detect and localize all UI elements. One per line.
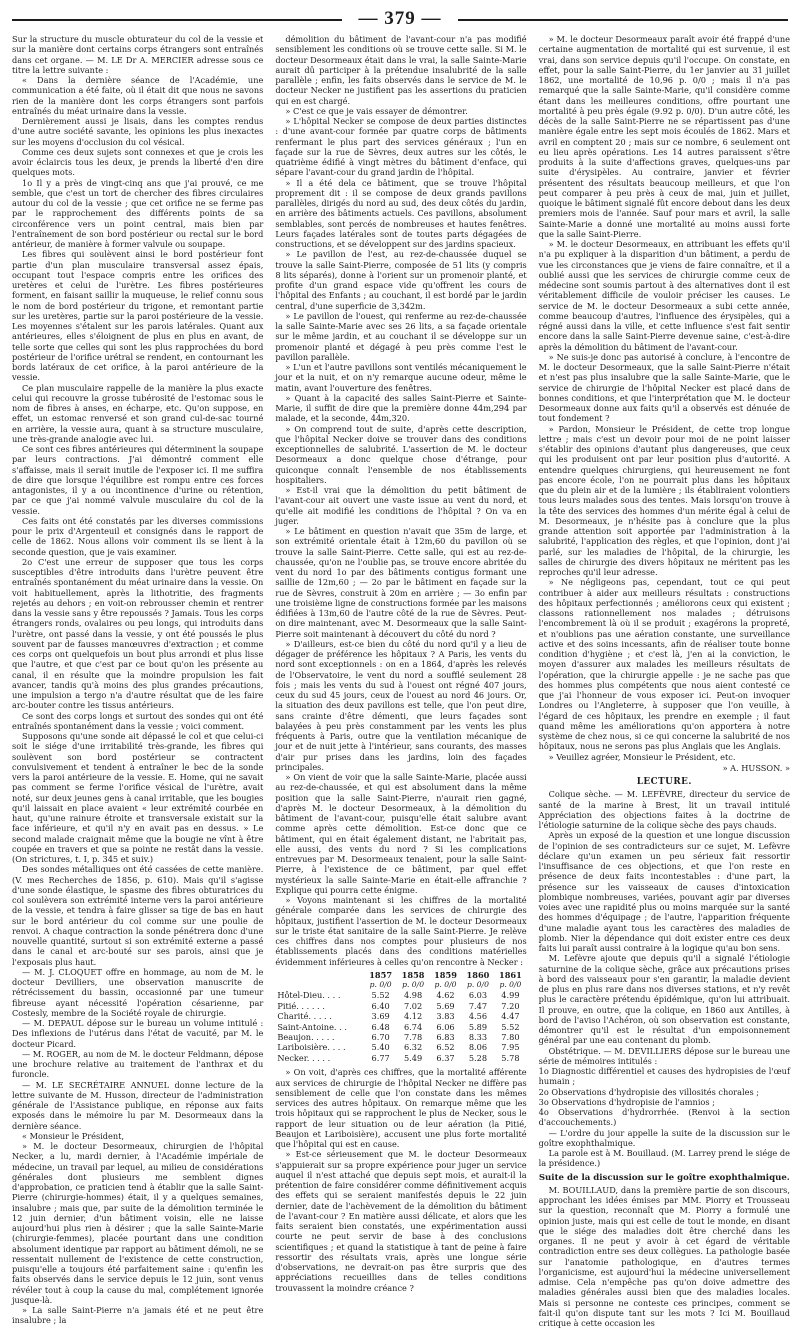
- table-row: [275, 1042, 526, 1052]
- mortality-cell: 4.47: [501, 1011, 520, 1022]
- paragraph: Sur la structure du muscle obturateur du col de la vessie et sur la manière dont certains corps étrangers sont entraînés dans cet organe. — M. LE Dr A. MERCIER adresse sous ce titre la lettre suivante :: [12, 34, 264, 75]
- paragraph: » M. le docteur Desormeaux paraît avoir été frappé d'une certaine augmentation de mortalité qui est survenue, il est vrai, dans son service depuis qu'il l'occupe. On constate, en effet, pour la salle Saint-Pierre, du 1er janvier au 31 juillet 1862, une mortalité de 10,96 p. 0/0 ; mais il n'a pas remarqué que la salle Sainte-Marie, qu'il considère comme étant dans les meilleures conditions, offre pourtant une mortalité à peu près égale (9.92 p. 0/0). D'un autre côté, les décès de la salle Saint-Pierre ne se répartissent pas d'une manière égale entre les sept mois écoulés de 1862. Mars et avril en comptent 20 ; mais sur ce nombre, 6 seulement ont eu lieu après opérations. Les 14 autres paraissent s'être produits à la suite d'affections graves, quelques-uns par suite d'érysipèles. Au contraire, janvier et février présentent des résultats beaucoup meilleurs, et que l'on peut comparer à peu près à ceux de mai, juin et juillet, quoique le bâtiment signalé fût encore debout dans les deux premiers mois de l'année. Sauf pour mars et avril, la salle Sainte-Marie a donné une mortalité au moins aussi forte que la salle Saint-Pierre.: [538, 34, 790, 239]
- paragraph: » On vient de voir que la salle Sainte-Marie, placée aussi au rez-de-chaussée, et qui est absolument dans la même position que la salle Saint-Pierre, n'aurait rien gagné, d'après M. le docteur Desormeaux, à la démolition du bâtiment de l'avant-cour, puisqu'elle était salubre avant comme après cette démolition. Est-ce donc que ce bâtiment, qui en était également distant, ne l'abritait pas, elle aussi, des vents du nord ? Si les complications entrevues par M. Desormeaux tenaient, pour la salle Saint-Pierre, à l'existence de ce bâtiment, par quel effet mystérieux la salle Sainte-Marie en était-elle affranchie ? Explique qui pourra cette énigme.: [275, 772, 527, 895]
- mortality-cell: 5.52: [371, 990, 390, 1001]
- paragraph: » Voyons maintenant si les chiffres de la mortalité générale comparée dans les services de chirurgie des hôpitaux, justifient l'assertion de M. le docteur Desormeaux sur le triste état sanitaire de la salle Saint-Pierre. Je relève ces chiffres dans nos comptes pour plusieurs de nos établissements placés dans des conditions matérielles évidemment inférieures à celles qu'on rencontre à Necker :: [275, 895, 527, 967]
- hospital-name-cell: Charité. . . . .: [277, 1011, 332, 1022]
- unit-cell: p. 0/0: [369, 980, 392, 989]
- paragraph: » Ne négligeons pas, cependant, tout ce qui peut contribuer à aider aux meilleurs résultats : constructions des hôpitaux perfectionnés ; améliorons ceux qui existent ; classons rationnellement nos malades ; détruisons l'encombrement là où il se produit ; exagérons la propreté, et n'oublions pas une aération constante, une surveillance active et des soins incessants, afin de réaliser toute bonne condition d'hygiène ; et c'est là, j'en ai la conviction, le moyen d'assurer aux malades les meilleurs résultats de l'opération, que la chirurgie appelle : je ne sache pas que des hommes plus compétents que nous aient contesté ce que j'ai l'honneur de vous exposer ici. Peut-on invoquer Londres ou l'Angleterre, à supposer que l'on veuille, à l'égard de ces hôpitaux, les prendre en exemple ; il faut quand même les améliorations qu'on apportera à notre système de chez nous, si ce qui concerne la salubrité de nos hôpitaux, nous ne serons pas plus Anglais que les Anglais.: [538, 577, 790, 752]
- mortality-cell: 5.78: [501, 1052, 520, 1063]
- table-header-row: [275, 970, 526, 980]
- paragraph: » Est-ce sérieusement que M. le docteur Desormeaux s'appuierait sur sa propre expérience pour juger un service auquel il n'est attaché que depuis sept mois, et aurait-il la prétention de faire considérer comme définitivement acquis des effets qui se seraient manifestés depuis le 22 juin dernier, date de l'achèvement de la démolition du bâtiment de l'avant-cour ? En matière aussi délicate, et alors que les faits seraient bien constatés, une expérimentation aussi courte ne peut servir de base à des conclusions scientifiques ; et quand la statistique à tant de peine à faire ressortir des résultats vrais, après une longue série d'observations, ne devrait-on pas être surpris que des appréciations recueillies dans de telles conditions trouvassent la moindre créance ?: [275, 1149, 527, 1293]
- paragraph: » M. le docteur Desormeaux, chirurgien de l'hôpital Necker, a lu, mardi dernier, à l'Académie impériale de médecine, un travail par lequel, au milieu de considérations générales dont plusieurs me semblent dignes d'approbation, ce praticien tend à établir que la salle Saint-Pierre (chirurgie-hommes) était, il y a quelques semaines, insalubre ; mais que, par suite de la démolition terminée le 12 juin dernier, d'un bâtiment voisin, elle ne laisse aujourd'hui plus rien à désirer ; que la salle Sainte-Marie (chirurgie-femmes), placée pourtant dans une condition absolument identique par rapport au bâtiment démoli, ne se ressentait nullement de l'existence de cette construction, puisqu'elle a toujours été parfaitement saine : qu'enfin les faits observés dans le service depuis le 12 juin, sont venus révéler tout à coup la cause du mal, complétement ignorée jusque-là.: [12, 1141, 264, 1305]
- unit-cell: p. 0/0: [434, 980, 457, 989]
- mortality-cell: 8.06: [468, 1042, 488, 1053]
- paragraph: — M. LE SECRÉTAIRE ANNUEL donne lecture de la lettre suivante de M. Husson, directeur de l'administration générale de l'Assistance publique, en réponse aux faits exposés dans le mémoire lu par M. Desormeaux dans la dernière séance.: [12, 1079, 264, 1131]
- paragraph: Ce sont des corps longs et surtout des sondes qui ont été entraînés spontanément dans la vessie ; voici comment.: [12, 710, 264, 731]
- page-header: [0, 0, 800, 34]
- paragraph: Des sondes métalliques ont été cassées de cette manière. (V. mes Recherches de 1856, p. 610). Mais qu'il s'agisse d'une sonde élastique, le spasme des fibres obturatrices du col soulèvera son extrémité interne vers la paroi antérieure de la vessie, et tendra à faire glisser sa tige de bas en haut sur le bord antérieur du col comme sur une poulie de renvoi. A chaque contraction la sonde pénétrera donc d'une nouvelle quantité, surtout si son extrémité externe a passé dans le canal et arc-bouté sur ses parois, ainsi que je l'exposais plus haut.: [12, 864, 264, 967]
- column-header: 1861: [499, 969, 522, 980]
- mortality-cell: 6.52: [436, 1042, 455, 1053]
- column-header: 1859: [434, 969, 457, 980]
- paragraph: Ce plan musculaire rappelle de la manière la plus exacte celui qui recouvre la grosse tubérosité de l'estomac sous le nom de fibres à anses, en écharpe, etc. Qu'on suppose, en effet, un estomac renversé et son grand cul-de-sac tourné en arrière, la vessie aura, quant à sa structure musculaire, une très-grande analogie avec lui.: [12, 382, 264, 444]
- unit-cell: p. 0/0: [402, 980, 425, 989]
- paragraph: » Est-il vrai que la démolition du petit bâtiment de l'avant-cour ait ouvert une vaste issue au vent du nord, et qu'elle ait modifié les conditions de l'hôpital ? On va en juger.: [275, 485, 527, 526]
- column-header: [275, 970, 364, 980]
- column-2-bottom: [275, 1067, 526, 1293]
- mortality-cell: 7.02: [403, 1000, 423, 1011]
- paragraph: » On voit, d'après ces chiffres, que la mortalité afférente aux services de chirurgie de l'hôpital Necker ne diffère pas sensiblement de celle que l'on constate dans les mêmes services des autres hôpitaux. On remarque même que les trois hôpitaux qui se rapprochent le plus de Necker, sous le rapport de leur situation ou de leur aération (la Pitié, Beaujon et Lariboisière), accusent une plus forte mortalité que l'hôpital qui est en cause.: [275, 1067, 527, 1149]
- column-header: 1860: [466, 969, 490, 980]
- paragraph: » Le pavillon de l'ouest, qui renferme au rez-de-chaussée la salle Sainte-Marie avec ses 26 lits, a sa façade orientale sur le même jardin, et au couchant il se développe sur un promenoir planté et dégagé à peu près comme l'est le pavillon parallèle.: [275, 310, 527, 362]
- mortality-cell: 4.98: [403, 990, 423, 1001]
- paragraph: La parole est à M. Bouillaud. (M. Larrey prend le siége de la présidence.): [538, 1148, 790, 1169]
- column-2: [275, 34, 527, 1293]
- paragraph: démolition du bâtiment de l'avant-cour n'a pas modifié sensiblement les conditions où se trouve cette salle. Si M. le docteur Desormeaux était dans le vrai, la salle Sainte-Marie aurait dû participer à la prétendue insalubrité de la salle parallèle ; enfin, les faits observés dans le service de M. le docteur Necker ne justifient pas les assertions du praticien qui en est chargé.: [275, 34, 527, 106]
- paragraph: Dernièrement aussi je lisais, dans les comptes rendus d'une autre société savante, les opinions les plus inexactes sur les moyens d'occlusion du col vésical.: [12, 116, 264, 147]
- paragraph: « Monsieur le Président,: [22, 1130, 125, 1141]
- paragraph: » Quant à la capacité des salles Saint-Pierre et Sainte-Marie, il suffit de dire que la première donne 44m,294 par malade, et la seconde, 44m,320.: [275, 392, 527, 424]
- page-number: — 379 —: [358, 8, 442, 29]
- mortality-cell: 4.62: [436, 990, 455, 1001]
- mortality-cell: 6.48: [371, 1021, 390, 1032]
- hospital-name-cell: Pitié. . . . . .: [277, 1000, 325, 1011]
- table-row: [275, 1053, 526, 1063]
- paragraph: 1o Il y a près de vingt-cinq ans que j'ai prouvé, ce me semble, que c'est un tort de chercher des fibres circulaires autour du col de la vessie ; que cet orifice ne se ferme pas par le rapprochement des différents points de sa circonférence vers un point central, mais bien par l'entraînement de son bord postérieur ou rectal sur le bord antérieur, de manière à former valvule ou soupape.: [12, 177, 264, 249]
- table-row: [275, 1001, 526, 1011]
- table-row: [275, 1011, 526, 1021]
- page-columns: [12, 34, 790, 1328]
- table-row: [275, 990, 526, 1000]
- mortality-cell: 4.99: [501, 990, 520, 1001]
- mortality-cell: 6.83: [436, 1032, 455, 1043]
- mortality-cell: 7.78: [403, 1032, 423, 1043]
- paragraph: Ce sont ces fibres antérieures qui déterminent la soupape par leurs contractions. J'ai démontré comment elle s'affaisse, mais il serait inutile de l'exposer ici. Il me suffira de dire que lorsque l'équilibre est rompu entre ces forces antagonistes, il y a ou incontinence d'urine ou rétention, par ce que j'ai nommé valvule musculaire du col de la vessie.: [12, 444, 264, 516]
- table-row: [275, 1022, 526, 1032]
- column-2-top: [275, 34, 526, 967]
- mortality-cell: 7.20: [501, 1000, 520, 1011]
- paragraph: » Le pavillon de l'est, au rez-de-chaussée duquel se trouve la salle Saint-Pierre, composée de 51 lits (y compris 8 lits séparés), donne à l'orient sur un promenoir planté, et profite d'un grand espace vide qu'offrent les cours de l'hôpital des Enfants ; au couchant, il est bordé par le jardin central, d'une superficie de 3,342m.: [275, 249, 527, 311]
- paragraph: » Le bâtiment en question n'avait que 35m de large, et son extrémité orientale était à 12m,60 du pavillon où se trouve la salle Saint-Pierre. Cette salle, qui est au rez-de-chaussée, qu'on ne l'oublie pas, se trouve encore abritée du vent du nord 1o par des bâtiments contigus formant une saillie de 12m,60 ; — 2o par le bâtiment en façade sur la rue de Sèvres, construit à 20m en arrière ; — 3o enfin par une troisième ligne de constructions formée par les maisons édifiées à 13m,60 de l'autre côté de la rue de Sèvres. Peut-on dire maintenant, avec M. Desormeaux que la salle Saint-Pierre soit maintenant à découvert du côté du nord ?: [275, 526, 527, 639]
- header-rule-right: [458, 19, 788, 21]
- paragraph: M. BOUILLAUD, dans la première partie de son discours, approchant les idées émises par MM. Piorry et Trousseau sur la question, reconnaît que M. Piorry a formulé une opinion juste, mais qui est celle de tout le monde, en disant que le siége des maladies doit être cherché dans les organes. Il ne peut y avoir à cet égard de véritable contradiction entre ses deux collègues. La pathologie basée sur l'anatomie pathologique, en d'autres termes l'organicisme, est aujourd'hui la médecine universellement admise. Cela n'empêche pas qu'on doive admettre des maladies générales aussi bien que des maladies locales. Mais si personne ne conteste ces principes, comment se fait-il qu'on dispute tant sur les mots ? Ici M. Bouillaud critique à cette occasion les: [538, 1184, 790, 1328]
- mortality-cell: 6.32: [403, 1042, 423, 1053]
- paragraph: Obstétrique. — M. DEVILLIERS dépose sur le bureau une série de mémoires intitulés :: [538, 1045, 790, 1066]
- paragraph: Supposons qu'une sonde ait dépassé le col et que celui-ci soit le siége d'une irritabilité très-grande, les fibres qui soulèvent son bord postérieur se contractent convulsivement et tendent à entraîner le bec de la sonde vers la paroi antérieure de la vessie. E. Home, qui ne savait pas comment se ferme l'orifice vésical de l'urètre, avait noté, sur deux jeunes gens à canal irritable, que les bougies qu'il laissait en place avaient « leur extrémité courbée en haut, qu'une rainure étroite et transversale existait sur la face inférieure, et qu'il n'y en avait pas en dessus. » Le second malade craignait même que la bougie ne vînt à être coupée en travers et que sa pointe ne restât dans la vessie. (On strictures, t. I, p. 345 et suiv.): [12, 731, 264, 864]
- mortality-cell: 5.40: [371, 1042, 390, 1053]
- paragraph: 4o Observations d'hydrorrhée. (Renvoi à la section d'accouchements.): [538, 1107, 790, 1128]
- mortality-cell: 4.56: [468, 1011, 488, 1022]
- paragraph: — M. ROGER, au nom de M. le docteur Feldmann, dépose une brochure relative au traitement de l'anthrax et du furoncle.: [12, 1048, 264, 1080]
- paragraph: » L'hôpital Necker se compose de deux parties distinctes : d'une avant-cour formée par quatre corps de bâtiments renfermant le plus part des services généraux ; l'un en façade sur la rue de Sèvres, deux autres sur les côtés, le quatrième édifié à vingt mètres du bâtiment d'enface, qui sépare l'avant-cour du grand jardin de l'hôpital.: [275, 116, 527, 178]
- mortality-cell: 6.70: [371, 1032, 390, 1043]
- paragraph: » Veuillez agréer, Monsieur le Président, etc.: [548, 751, 736, 762]
- unit-cell: [275, 980, 364, 990]
- mortality-cell: 6.37: [436, 1052, 455, 1063]
- mortality-cell: 5.49: [403, 1052, 423, 1063]
- paragraph: » L'un et l'autre pavillons sont ventilés mécaniquement le jour et la nuit, et on n'y remarque aucune odeur, même le matin, avant l'ouverture des fenêtres.: [275, 362, 527, 393]
- mortality-cell: 6.77: [371, 1052, 390, 1063]
- paragraph: — L'ordre du jour appelle la suite de la discussion sur le goître exophthalmique.: [538, 1127, 790, 1148]
- mortality-cell: 5.69: [436, 1000, 455, 1011]
- paragraph: Comme ces deux sujets sont connexes et que je crois les avoir éclaircis tous les deux, je prends la liberté d'en dire quelques mots.: [12, 146, 264, 178]
- hospital-name-cell: Necker. . . . .: [277, 1052, 331, 1063]
- paragraph: » C'est ce que je vais essayer de démontrer.: [285, 105, 468, 116]
- column-header: 1857: [369, 969, 393, 980]
- paragraph: Les fibres qui soulèvent ainsi le bord postérieur font partie d'un plan musculaire transversal assez épais, occupant tout l'espace compris entre les orifices des uretères et celui de l'urètre. Les fibres postérieures forment, en faisant saillir la muqueuse, le relief connu sous le nom de bord postérieur du trigone, et remontant partie sur les uretères, partie sur la paroi postérieure de la vessie. Les moyennes s'étalent sur les parois latérales. Quant aux antérieures, elles s'éloignent de plus en plus en avant, de telle sorte que celles qui sont les plus rapprochées du bord postérieur de l'orifice urétral se rendent, en contournant les bords latéraux de cet orifice, à la paroi antérieure de la vessie.: [12, 249, 264, 383]
- table-unit-row: [275, 980, 526, 990]
- mortality-cell: 3.69: [371, 1011, 390, 1022]
- paragraph: » M. le docteur Desormeaux, en attribuant les effets qu'il n'a pu expliquer à la disparition d'un bâtiment, a perdu de vue les circonstances que je viens de faire connaître, et il a oublié aussi que les services de chirurgie comme ceux de médecine sont soumis partout à des alternatives dont il est véritablement difficile de vouloir préciser les causes. Le service de M. le docteur Desormeaux a subi cette année, comme beaucoup d'autres, l'influence des érysipèles, qui a régné aussi dans la ville, et cette influence s'est fait sentir encore dans la salle Saint-Pierre devenue saine, c'est-à-dire après la démolition du bâtiment de l'avant-cour.: [538, 239, 790, 352]
- paragraph: — M. J. CLOQUET offre en hommage, au nom de M. le docteur Devilliers, une observation manuscrite de rétrécissement du bassin, occasionné par une tumeur fibreuse ayant nécessité l'opération césarienne, par Costesly, membre de la Société royale de chirurgie.: [12, 966, 264, 1018]
- hospital-name-cell: Beaujon. . . . .: [277, 1032, 335, 1043]
- mortality-cell: 3.83: [436, 1011, 455, 1022]
- mortality-cell: 6.03: [468, 990, 488, 1001]
- mortality-table: [275, 970, 526, 1064]
- paragraph: « Dans la dernière séance de l'Académie, une communication a été faite, où il était dit que nous ne savons rien de la manière dont les corps étrangers sont parfois entraînés du méat urinaire dans la vessie.: [12, 75, 264, 116]
- paragraph: — M. DEPAUL dépose sur le bureau un volume intitulé : Des inflexions de l'utérus dans l'état de vacuité, par M. le docteur Picard.: [12, 1018, 264, 1049]
- paragraph: Après un exposé de la question et une longue discussion de l'opinion de ses contradicteurs sur ce sujet, M. Lefèvre déclare qu'un examen un peu sérieux fait ressortir l'insuffisance de ces objections, et que l'on reste en présence de deux faits incontestables : d'une part, la présence sur les vaisseaux de causes d'intoxication plombique nombreuses, variées, pouvant agir par diverses voies avec une rapidité plus ou moins marquée sur la santé des hommes d'équipage ; de l'autre, l'apparition fréquente d'une maladie ayant tous les caractères des maladies de plomb. Nier la dépendance qui doit exister entre ces deux faits lui paraît aussi contraire à la logique qu'au bon sens.: [538, 830, 790, 953]
- column-3: [538, 34, 790, 1328]
- table-row: [275, 1032, 526, 1042]
- mortality-cell: 5.28: [468, 1052, 488, 1063]
- paragraph: » Il a été dela ce bâtiment, que se trouve l'hôpital proprement dit : il se compose de deux grands pavillons parallèles, dirigés du nord au sud, des deux côtés du jardin, en arrière des bâtiments actuels. Ces pavillons, absolument semblables, sont percés de nombreuses et hautes fenêtres. Leurs façades latérales sont de toutes parts dégagées de constructions, et se développent sur des jardins spacieux.: [275, 177, 527, 249]
- paragraph: » D'ailleurs, est-ce bien du côté du nord qu'il y a lieu de dégager de préférence les hôpitaux ? A Paris, les vents du nord sont exceptionnels : on en a 1864, d'après les relevés de l'Observatoire, le vent du nord a soufflé seulement 28 fois ; mais les vents du sud à l'ouest ont régné 407 jours, ceux du sud 45 jours, ceux de l'ouest au nord 46 jours. Or, la situation des deux pavillons est telle, que l'on peut dire, sans crainte d'être démenti, que leurs façades sont balayées à peu près constamment par les vents les plus fréquents à Paris, outre que la ventilation mécanique de jour et de nuit jette à l'intérieur, sans courants, des masses d'air pur prises dans les jardins, loin des façades principales.: [275, 638, 527, 772]
- hospital-name-cell: Hôtel-Dieu. . . .: [277, 990, 341, 1001]
- hospital-name-cell: Saint-Antoine. . .: [277, 1021, 347, 1032]
- paragraph: 3o Observations d'hydropisie de l'amnios ;: [538, 1096, 715, 1107]
- mortality-cell: 7.95: [501, 1042, 520, 1053]
- mortality-cell: 5.52: [501, 1021, 520, 1032]
- paragraph: 2o Observations d'hydropisie des villosités chorales ;: [538, 1086, 760, 1097]
- paragraph: » La salle Saint-Pierre n'a jamais été et ne peut être insalubre ; la: [12, 1305, 264, 1326]
- paragraph: Colique sèche. — M. LEFÈVRE, directeur du service de santé de la marine à Brest, lit un travail intitulé Appréciation des objections faites à la doctrine de l'étiologie saturnine de la colique sèche des pays chauds.: [538, 789, 790, 830]
- mortality-cell: 6.74: [403, 1021, 423, 1032]
- mortality-cell: 8.33: [468, 1032, 488, 1043]
- paragraph: » On comprend tout de suite, d'après cette description, que l'hôpital Necker doive se trouver dans des conditions exceptionnelles de salubrité. L'assertion de M. le docteur Desormeaux a donc quelque chose d'étrange, pour quiconque connaît l'ensemble de nos établissements hospitaliers.: [275, 423, 527, 485]
- unit-cell: p. 0/0: [466, 980, 489, 989]
- mortality-cell: 7.80: [501, 1032, 520, 1043]
- column-header: 1858: [401, 969, 425, 980]
- paragraph: M. Lefèvre ajoute que depuis qu'il a signalé l'étiologie saturnine de la colique sèche, grâce aux précautions prises à bord des vaisseaux pour s'en garantir, la maladie devient de plus en plus rare dans nos diverses stations, et n'y revêt plus le caractère prétendu épidémique, qu'on lui attribuait. Il prouve, en outre, que la colique, en 1860 aux Antilles, à bord de l'aviso l'Achéron, où son observation est constante, démontrer qu'il est le résultat d'un empoisonnement général par une eau contenant du plomb.: [538, 953, 790, 1046]
- signature: » A. HUSSON. »: [722, 762, 790, 773]
- paragraph: » Ne suis-je donc pas autorisé à conclure, à l'encontre de M. le docteur Desormeaux, que la salle Saint-Pierre n'était et n'est pas plus insalubre que la salle Sainte-Marie, que le service de chirurgie de l'hôpital Necker est placé dans de bonnes conditions, et que l'interprétation que M. le docteur Desormeaux donne aux faits qu'il a observés est dénuée de tout fondement ?: [538, 351, 790, 424]
- section-heading: LECTURE.: [636, 777, 692, 787]
- paragraph: 1o Diagnostic différentiel et causes des hydropisies de l'œuf humain ;: [538, 1066, 790, 1087]
- paragraph: 2o C'est une erreur de supposer que tous les corps susceptibles d'être introduits dans l'urètre peuvent être entraînés spontanément du méat urinaire dans la vessie. On voit habituellement, après la lithotritie, des fragments rejetés au dehors ; en voit-on rebrousser chemin et rentrer dans la vessie sans y être repoussés ? Jamais. Tous les corps étrangers ronds, ovalaires ou peu longs, qui introduits dans l'urètre, ont passé dans la vessie, y ont été poussés le plus souvent par de fausses manœuvres d'extraction ; et comme ces corps ont quelquefois un bout plus arrondi et plus lisse que l'autre, et que c'est par ce bout qu'on les présente au canal, il en résulte que la moindre propulsion les fait avancer, tandis qu'à moins des plus grandes précautions, une impulsion a tergo n'a d'autre résultat que de les faire arc-bouter contre les tissus antérieurs.: [12, 556, 264, 711]
- mortality-cell: 4.12: [403, 1011, 423, 1022]
- paragraph: Ces faits ont été constatés par les diverses commissions pour le prix d'Argenteuil et consignés dans le rapport de celle de 1862. Nous allons voir comment ils se lient à la seconde question, que je vais examiner.: [12, 515, 264, 557]
- mortality-cell: 6.06: [436, 1021, 455, 1032]
- column-1: [12, 34, 264, 1326]
- unit-cell: p. 0/0: [499, 980, 522, 989]
- paragraph: » Pardon, Monsieur le Président, de cette trop longue lettre ; mais c'est un devoir pour moi de ne point laisser s'établir des opinions d'autant plus dangereuses, que ceux qui les produisent ont par leur position plus d'autorité. A entendre quelques chirurgiens, qui heureusement ne font pas encore école, l'on ne pourrait plus dans les hôpitaux que du plein air et de la lumière ; ils établiraient volontiers tous leurs malades sous des tentes. Mais lorsqu'on trouve à la tête des services des hommes d'un mérite égal à celui de M. Desormeaux, je n'hésite pas à conclure que la plus grande attention soit apportée par l'administration à la salubrité, l'application des règles, et que l'opinion, dont j'ai parlé, sur les maladies de l'hôpital, de la chirurgie, les salles de chirurgie des divers hôpitaux ne méritent pas les reproches qu'il leur adresse.: [538, 423, 790, 577]
- mortality-cell: 7.47: [468, 1000, 488, 1011]
- mortality-cell: 5.89: [468, 1021, 488, 1032]
- mortality-cell: 6.40: [371, 1000, 390, 1011]
- subsection-heading: Suite de la discussion sur le goître exophthalmique.: [538, 1172, 790, 1183]
- hospital-name-cell: Lariboisière. . . .: [277, 1042, 346, 1053]
